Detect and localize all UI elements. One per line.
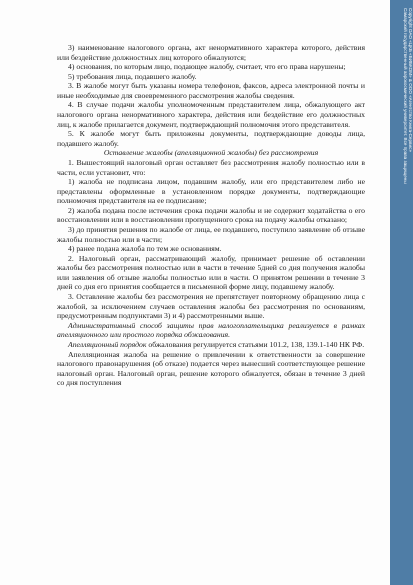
list-item: 1) жалоба не подписана лицом, подавшим жалобу, или его представителем либо не представлены оформленные в установленном порядке документы, подтверждающие полномочия представителя на ее подписание; [57, 177, 365, 206]
paragraph: 3. В жалобе могут быть указаны номера телефонов, факсов, адреса электронной почты и иные необходимые для своевременного рассмотрения жалобы сведения. [57, 81, 365, 100]
paragraph: 4. В случае подачи жалобы уполномоченным представителем лица, обжалующего акт налогового органа ненормативного характера, действия или бездействие его должностных лиц, к жалобе прилагается документ, подтверждающий полномочия этого представителя. [57, 100, 365, 129]
section-heading-text: Оставление жалобы (апелляционной жалобы) без рассмотрения [103, 148, 319, 158]
list-item: 4) ранее подана жалоба по тем же основаниям. [68, 244, 222, 254]
list-item: 3) до принятия решения по жалобе от лица, ее подавшего, поступило заявление об отзыве жалобы полностью или в части; [57, 224, 365, 244]
paragraph [57, 321, 365, 340]
italic-lead: Апелляционный порядок [68, 339, 147, 349]
copyright-notice [390, 8, 413, 568]
paragraph: 4) основания, по которым лицо, подающее жалобу, считает, что его права нарушены; [68, 62, 346, 72]
paragraph: 5) требования лица, подавшего жалобу. [68, 71, 197, 81]
list-item: 2) жалоба подана после истечения срока подачи жалобы и не содержит ходатайства о его восстановлении или в восстановлении пропущенного срока на подачу жалобы отказано; [57, 205, 365, 225]
copyright-line: Самарский государственный аэрокосмический университет. Все права защищены [402, 8, 408, 184]
document-body [57, 43, 365, 388]
paragraph-text: обжалования регулируется статьями 101.2, 138, 139.1-140 НК РФ. [146, 339, 365, 349]
paragraph: 1. Вышестоящий налоговый орган оставляет без рассмотрения жалобу полностью или в части, если установит, что: [57, 157, 365, 177]
copyright-sidebar [390, 0, 413, 585]
paragraph [57, 340, 365, 350]
paragraph: Апелляционная жалоба на решение о привлечении к ответственности за совершение налогового правонарушения (об отказе) подается через вынесший соответствующее решение налоговый орган. Налоговый орган, решение которого обжалуется, обязан в течение 3 дней со дня поступления [57, 349, 365, 388]
paragraph: 2. Налоговый орган, рассматривающий жалобу, принимает решение об оставлении жалобы без рассмотрения полностью или в части в течение 5дней со дня получения жалобы или заявления об отзыве жалобы полностью или в части. О принятом решении в течение 3 дней со дня его принятия сообщается в письменной форме лицу, подавшему жалобу. [57, 253, 365, 292]
paragraph: 3) наименование налогового органа, акт ненормативного характера которого, действия или бездействие должностных лиц которого обжалуются; [57, 43, 365, 62]
italic-lead: Административный способ защиты прав налогоплательщика реализуется в рамках апелляционного или простого порядка обжалования. [57, 320, 365, 340]
paragraph: 5. К жалобе могут быть приложены документы, подтверждающие доводы лица, подавшего жалобу. [57, 129, 365, 148]
paragraph: 3. Оставление жалобы без рассмотрения не препятствует повторному обращению лица с жалобой, за исключением случаев оставления жалобы без рассмотрения по основаниям, предусмотренным подпунктами 3) и 4) рассмотренными выше. [57, 292, 365, 321]
copyright-line: Copyright ОАО «ЦКБ «БИБКОМ» & ООО «Aгентство Книга-Сервис» [408, 8, 413, 152]
section-heading [57, 148, 365, 158]
